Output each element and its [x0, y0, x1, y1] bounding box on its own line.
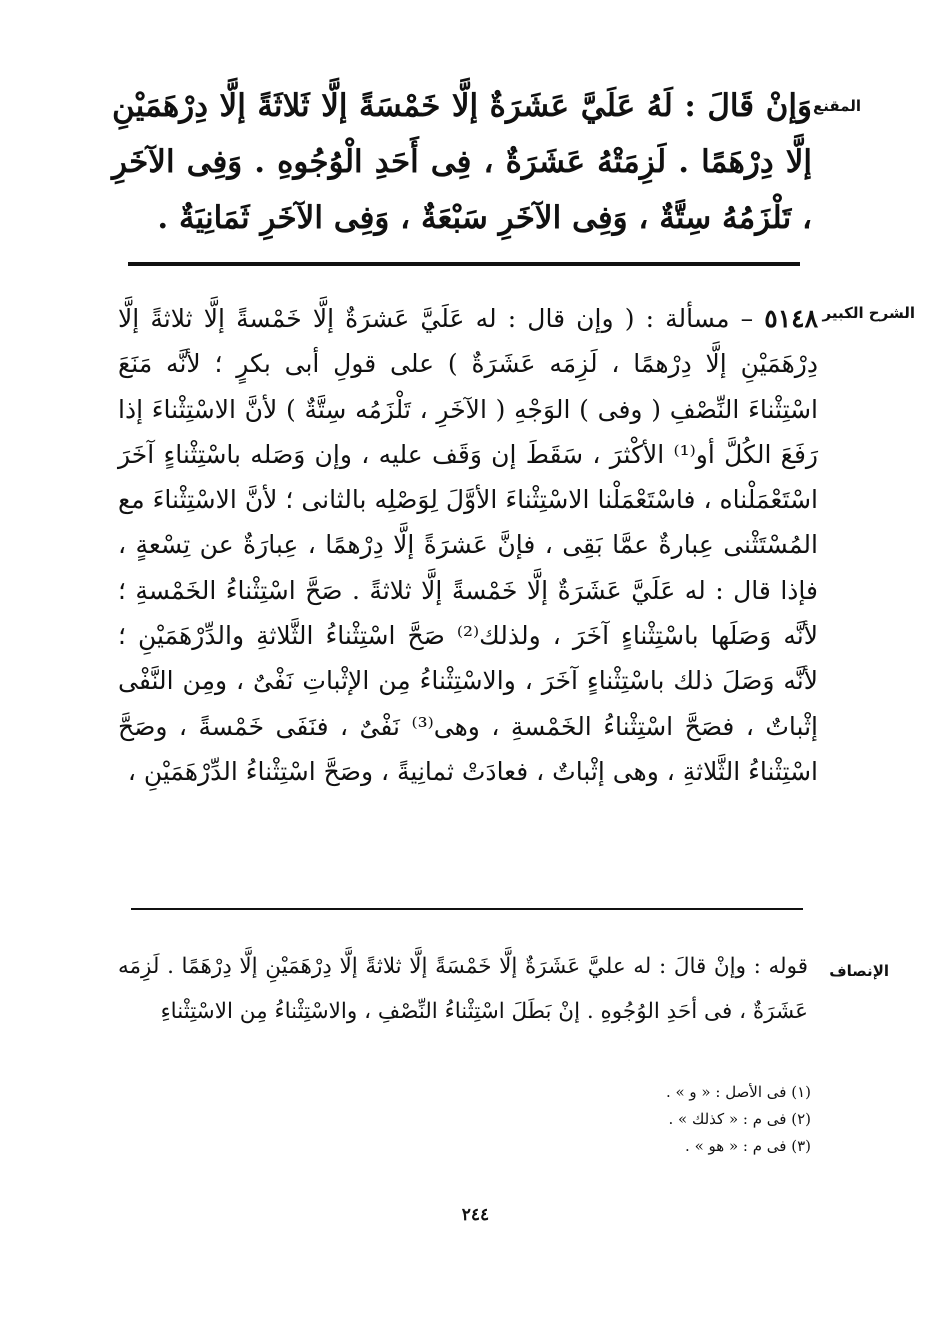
issue-number: ٥١٤٨	[764, 304, 818, 333]
mughni-paragraph: وَإنْ قَالَ : لَهُ عَلَيَّ عَشَرَةٌ إلَّا خَمْسَةً إلَّا ثَلاثَةً إلَّا دِرْهَمَيْنِ إلَّا دِرْهَمًا . لَزِمَتْهُ عَشَرَةٌ ، فِى أَحَدِ الْوُجُوهِ . وَفِى الآخَرِ ، تَلْزَمُهُ سِتَّةٌ ، وَفِى الآخَرِ سَبْعَةٌ ، وَفِى الآخَرِ ثَمَانِيَةٌ .	[112, 88, 812, 236]
section-divider-middle	[131, 908, 803, 910]
page-number: ٢٤٤	[461, 1205, 490, 1225]
mughni-text-block	[112, 78, 812, 246]
footnotes	[411, 1079, 811, 1160]
sharh-text-block	[118, 296, 818, 794]
section-divider-top	[128, 262, 800, 266]
label-sharh-kabir: الشرح الكبير	[822, 304, 915, 322]
insaf-text-block	[118, 944, 808, 1034]
insaf-paragraph: قوله : وإنْ قالَ : له عليَّ عَشَرَةٌ إلَّا خَمْسَةً إلَّا ثلاثةً إلَّا دِرْهَمَيْنِ إلَّا دِرْهَمًا . لَزِمَه عَشَرَةٌ ، فى أحَدِ الوُجُوهِ . إنْ بَطَلَ اسْتِثْناءُ النِّصْفِ ، والاسْتِثْناءُ مِن الاسْتِثْناءِ	[118, 954, 808, 1024]
footnote-3: (٣) فى م : « هو » .	[685, 1137, 811, 1155]
label-mughni: المقنع	[813, 97, 861, 115]
footnote-1: (١) فى الأصل : « و » .	[665, 1083, 811, 1101]
footnote-2: (٢) فى م : « كذلك » .	[668, 1110, 811, 1128]
label-insaf: الإنصاف	[829, 962, 889, 980]
sharh-body: – مسألة : ( وإن قال : له عَلَيَّ عَشرَةٌ إلَّا خَمْسةً إلَّا ثلاثةً إلَّا دِرْهَمَيْنِ إلَّا دِرْهمًا ، لَزِمَه عَشَرَةٌ ) على قولِ أبى بكرٍ ؛ لأنَّه مَنَعَ اسْتِثْناءَ النِّصْفِ ( وفى ) الوَجْهِ ( الآخَرِ ، تَلْزَمُه سِتَّةٌ ) لأنَّ الاسْتِثْناءَ إذا رَفَعَ الكُلَّ أو⁽¹⁾ الأكْثرَ ، سَقَطَ إن وَقَف عليه ، وإن وَصَله باسْتِثْناءٍ آخَرَ اسْتَعْمَلْناه ، فاسْتَعْمَلْنا الاسْتِثْناءَ الأوَّلَ لِوَصْلِه بالثانى ؛ لأنَّ الاسْتِثْناءَ مع المُسْتَثْنى عِبارةٌ عمَّا بَقِى ، فإنَّ عَشرَةً إلَّا دِرْهمًا ، عِبارَةٌ عن تِسْعةٍ ، فإذا قال : له عَلَيَّ عَشَرَةٌ إلَّا خَمْسةً إلَّا ثلاثةً . صَحَّ اسْتِثْناءُ الخَمْسةِ ؛ لأنَّه وَصَلَها باسْتِثْناءٍ آخَرَ ، ولذلك⁽²⁾ صَحَّ اسْتِثْناءُ الثَّلاثةِ والدِّرْهَمَيْنِ ؛ لأنَّه وَصَلَ ذلك باسْتِثْناءٍ آخَرَ ، والاسْتِثْناءُ مِن الإثْباتِ نَفْىٌ ، ومِن النَّفْى إثْباتٌ ، فصَحَّ اسْتِثْناءُ الخَمْسةِ ، وهى⁽³⁾ نَفْىٌ ، فنَفَى خَمْسةً ، وصَحَّ اسْتِثْناءُ الثَّلاثةِ ، وهى إثْباتٌ ، فعادَتْ ثمانِيةً ، وصَحَّ اسْتِثْناءُ الدِّرْهَمَيْنِ ،	[118, 304, 819, 786]
sharh-paragraph	[118, 296, 818, 794]
